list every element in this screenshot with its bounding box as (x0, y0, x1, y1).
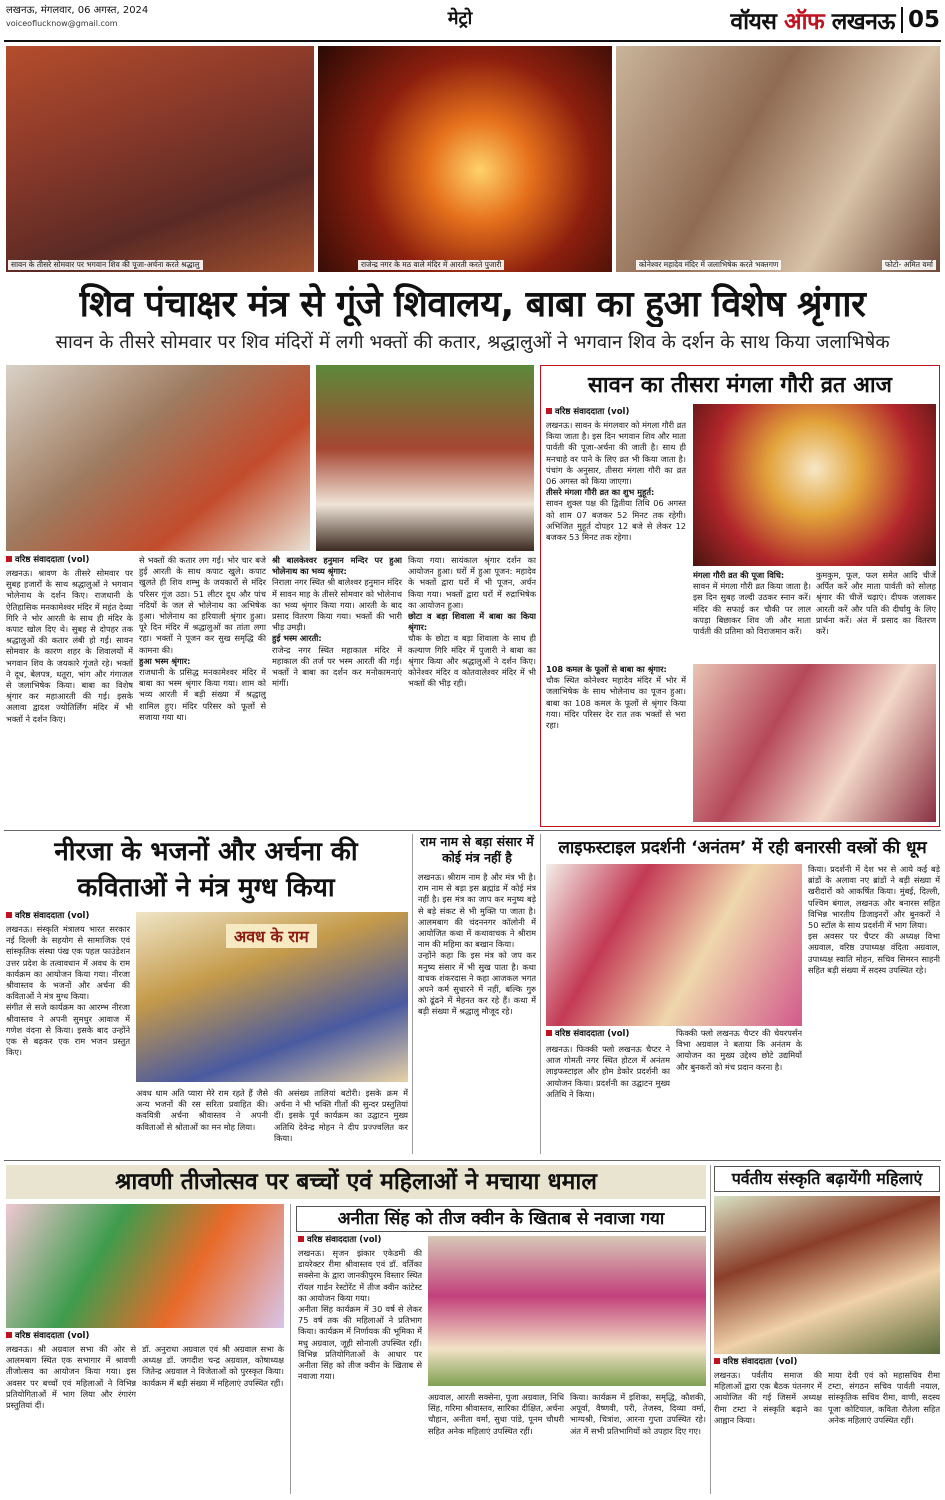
lead-column-2-text-b: राजधानी के प्रसिद्ध मनकामेश्वर मंदिर में बाबा का भस्म श्रृंगार किया गया। शाम को भव्य आरती में बड़ी संख्या में श्रद्धालु शामिल हुए। मंदिर परिसर को फूलों से सजाया गया था। (139, 667, 266, 722)
photo-aarti-priest (318, 46, 612, 272)
anita-column-3: किया। कार्यक्रम में इशिका, समृद्धि, कौशकी, अपूर्वा, वैष्णवी, परी, तेजस्व, दिव्या वर्मा, भाग्यश्री, चित्रांश, आरना गुप्ता उपस्थित रहे। अंत में सभी प्रतिभागियों को उपहार दिए गए। (570, 1392, 706, 1436)
mangla-gauri-text-3: सावन में मंगला गौरी व्रत किया जाता है। इस दिन सुबह जल्दी उठकर स्नान करें। मंदिर की सफाई कर चौकी पर लाल कपड़ा बिछाकर शिव जी और माता पार्वती की प्रतिमा को विराजमान करें। (693, 581, 811, 637)
column-separator (540, 834, 541, 1154)
section-divider (4, 1160, 941, 1161)
parvatiya-headline: पर्वतीय संस्कृति बढ़ायेंगी महिलाएं (714, 1166, 940, 1192)
page-number: 05 (901, 7, 940, 33)
anantam-text-4: इस अवसर पर चैप्टर की अध्यक्ष विभा अग्रवाल, वरिष्ठ उपाध्यक्ष वंदिता अग्रवाल, उपाध्यक्ष स्वाति मोहन, सचिव सिमरन साहनी सहित बड़ी संख्या में सदस्य उपस्थित रहे। (808, 931, 940, 975)
shravani-headline: श्रावणी तीजोत्सव पर बच्चों एवं महिलाओं ने मचाया धमाल (6, 1165, 706, 1199)
lead-column-3-text-b: राजेन्द्र नगर स्थित महाकाल मंदिर में महाकाल की तर्ज पर भस्म आरती की गई। भक्तों ने बाबा का दर्शन कर मनोकामनाएं मांगीं। (272, 644, 402, 689)
anantam-column-3 (808, 864, 940, 1154)
lead-subheadline: सावन के तीसरे सोमवार पर शिव मंदिरों में लगी भक्तों की कतार, श्रद्धालुओं ने भगवान शिव के दर्शन के साथ किया जलाभिषेक (55, 332, 890, 353)
lead-headline: शिव पंचाक्षर मंत्र से गूंजे शिवालय, बाबा का हुआ विशेष श्रृंगार (79, 284, 866, 325)
neerja-column-1 (6, 924, 130, 1154)
mangla-gauri-byline: वरिष्ठ संवाददाता (vol) (546, 406, 696, 418)
lead-column-2 (139, 555, 266, 826)
anantam-text-3: किया। प्रदर्शनी में देश भर से आये कई बड़े ब्रांडों के अलावा नए ब्रांडों ने बड़ी संख्या में खरीदारों को आकर्षित किया। मुंबई, दिल्ली, पश्चिम बंगाल, लखनऊ और बनारस सहित विभिन्न भारतीय डिजाइनरों और बुनकरों ने 50 स्टॉल के साथ प्रदर्शनी में भाग लिया। (808, 864, 940, 931)
lead-column-4-text: किया गया। सायंकाल श्रृंगार दर्शन का आयोजन हुआ। घरों में हुआ पूजन: महादेव के भक्तों द्वारा घरों में भी पूजन, अर्चन किया गया। भक्तों द्वारा घरों में रुद्राभिषेक का आयोजन हुआ। (408, 555, 536, 610)
lead-column-1: लखनऊ। श्रावण के तीसरे सोमवार पर सुबह हजारों के साथ श्रद्धालुओं ने भगवान भोलेनाथ के दर्शन किए। राजधानी के ऐतिहासिक मनकामेश्वर मंदिर में महंत देव्या गिरि ने भोर आरती के साथ ही मंदिर के कपाट खोल दिए थे। सुबह से दोपहर तक श्रद्धालुओं की कतार लंबी हो गई। सावन सोमवार के कारण शहर के शिवालयों में भगवान शिव के जयकारे गूंजते रहे। भक्तों ने दूध, बेलपत्र, धतूरा, भांग और गंगाजल से जलाभिषेक किया। बाबा का विशेष श्रृंगार कर महाआरती की गई। इसके अलावा द्वादश ज्योतिर्लिंग मंदिर में भी भक्तों ने दर्शन किए। (6, 568, 133, 724)
shravani-byline: वरिष्ठ संवाददाता (vol) (6, 1330, 156, 1342)
neerja-column-3: की असंख्य तालियां बटोरी। इसके क्रम में अर्चना ने भी भक्ति गीतों की सुन्दर प्रस्तुतियां दीं। इसके पूर्व कार्यक्रम का उद्घाटन मुख्य अतिथि देवेन्द्र मोहन ने दीप प्रज्ज्वलित कर किया। (274, 1088, 408, 1143)
section-divider (4, 830, 941, 831)
masthead-email: voiceoflucknow@gmail.com (6, 19, 118, 28)
photo-caption: सावन के तीसरे सोमवार पर भगवान शिव की पूजा-अर्चना करते श्रद्धालु (8, 260, 203, 270)
anita-headline: अनीता सिंह को तीज क्वीन के खिताब से नवाजा गया (296, 1206, 706, 1232)
anita-text-2: अनीता सिंह कार्यक्रम में 30 वर्ष से लेकर 75 वर्ष तक की महिलाओं ने प्रतिभाग किया। कार्यक्रम में निर्णायक की भूमिका में मधु अग्रवाल, जूही सोनाली उपस्थित रहीं। विभिन्न प्रतियोगिताओं के आधार पर अनीता सिंह को तीज क्वीन के खिताब से नवाजा गया। (298, 1304, 422, 1382)
parvatiya-byline: वरिष्ठ संवाददाता (vol) (714, 1356, 864, 1368)
brand-block (660, 2, 940, 38)
photo-teej-women (6, 1204, 284, 1328)
lead-column-3-subhead-2: हुई भस्म आरती: (272, 633, 322, 644)
column-separator (412, 834, 413, 1154)
column-separator (290, 1204, 291, 1494)
neerja-column-2: अवध धाम अति प्यारा मेरे राम रहते हैं जैसे अन्य भजनों की रस सरिता प्रवाहित की। कवयित्री अर्चना श्रीवास्तव ने अपनी कविताओं से श्रोताओं का मन मोह लिया। (136, 1088, 268, 1132)
mangla-gauri-column-4 (546, 664, 686, 824)
anantam-column-2: फिक्की फ्लो लखनऊ चैप्टर की चेयरपर्सन विभा अग्रवाल ने बताया कि अनंतम के आयोजन का मुख्य उद्देश्य छोटे उद्यमियों और बुनकरों को मंच प्रदान करना है। (676, 1028, 802, 1072)
shravani-column-1: लखनऊ। श्री अग्रवाल सभा की ओर से आलमबाग स्थित एक सभागार में श्रावणी तीजोत्सव का आयोजन किया गया। इस अवसर पर बच्चों एवं महिलाओं ने विभिन्न प्रतियोगिताओं में भाग लिया और रंगारंग प्रस्तुतियां दीं। (6, 1344, 136, 1411)
mangla-gauri-subhead-3: 108 कमल के फूलों से बाबा का श्रृंगार: (546, 664, 667, 674)
lead-column-4 (408, 555, 536, 826)
photo-stage-bhajan (136, 912, 408, 1082)
mangla-gauri-subhead-1: तीसरे मंगला गौरी व्रत का शुभ मुहूर्त: (546, 487, 655, 498)
masthead-rule (4, 40, 941, 42)
lead-byline: वरिष्ठ संवाददाता (vol) (6, 554, 206, 566)
photo-women-pooja (693, 664, 936, 822)
mangla-gauri-text-4: चौक स्थित कोनेश्वर महादेव मंदिर में भोर में जलाभिषेक के साथ भोलेनाथ का पूजन हुआ। बाबा का 108 कमल के फूलों से श्रृंगार किया गया। मंदिर परिसर देर रात तक भक्तों से भरा रहा। (546, 675, 686, 731)
shravani-column-2: डॉ. अनुराधा अग्रवाल एवं श्री अग्रवाल सभा के अध्यक्ष डॉ. जगदीश चन्द्र अग्रवाल, कोषाध्यक्ष जितेन्द्र अग्रवाल ने विजेताओं को पुरस्कृत किया। कार्यक्रम में बड़ी संख्या में महिलाएं उपस्थित रहीं। (142, 1344, 284, 1388)
column-separator (710, 1165, 711, 1494)
lead-column-4-subhead: छोटा व बड़ा शिवाला में बाबा का किया श्रृंगार: (408, 611, 536, 633)
ram-naam-column (418, 872, 536, 1154)
stage-banner: अवध के राम (226, 924, 317, 948)
ram-naam-text-1: लखनऊ। श्रीराम नाम है और मंत्र भी है। राम नाम से बड़ा इस ब्रह्मांड में कोई मंत्र नहीं है। इस मंत्र का जाप कर मनुष्य बड़े से बड़े संकट से भी मुक्ति पा जाता है। आलमबाग की चंदननगर कॉलोनी में आयोजित कथा में कथावाचक ने श्रीराम नाम की महिमा का बखान किया। (418, 872, 536, 950)
mangla-gauri-headline: सावन का तीसरा मंगला गौरी व्रत आज (588, 373, 892, 398)
neerja-headline: नीरजा के भजनों और अर्चना की कविताओं ने मंत्र मुग्ध किया (54, 837, 358, 903)
lead-column-3-text: निराला नगर स्थित श्री बालेश्वर हनुमान मंदिर में सावन माह के तीसरे सोमवार को भोलेनाथ का भव्य श्रृंगार किया गया। आरती के बाद प्रसाद वितरण किया गया। भक्तों की भारी भीड़ उमड़ी। (272, 577, 402, 633)
anita-text-1: लखनऊ। सृजन झंकार एकेडमी की डायरेक्टर रीमा श्रीवास्तव एवं डॉ. वर्तिका सक्सेना के द्वारा जानकीपुरम विस्तार स्थित रॉयल गार्डन रेस्टोरेंट में तीज क्वीन कांटेस्ट का आयोजन किया गया। (298, 1248, 422, 1303)
mangla-gauri-column-2 (693, 570, 811, 658)
photo-credit: फोटो- अमित वर्मा (882, 260, 936, 270)
neerja-byline: वरिष्ठ संवाददाता (vol) (6, 910, 156, 922)
photo-anantam-inauguration (546, 864, 802, 1026)
masthead-dateline-block (6, 4, 306, 30)
mangla-gauri-text-2: सावन शुक्ल पक्ष की द्वितीया तिथि 06 अगस्त को शाम 07 बजकर 52 मिनट तक रहेगी। अभिजित मुहूर्त दोपहर 12 बजे से लेकर 12 बजकर 53 मिनट तक रहेगा। (546, 498, 686, 543)
mangla-gauri-column-3: कुमकुम, फूल, फल समेत आदि चीजें अर्पित करें और माता पार्वती को सोलह श्रृंगार की चीजें चढ़ाएं। दीपक जलाकर आरती करें और पति की दीर्घायु के लिए प्रार्थना करें। अंत में प्रसाद का वितरण करें। (816, 570, 936, 637)
neerja-text-1: लखनऊ। संस्कृति मंत्रालय भारत सरकार नई दिल्ली के सहयोग से सामाजिक एवं सांस्कृतिक संस्था पंख एक पहल फाउंडेशन उत्तर प्रदेश के तत्वावधान में अवध के राम कार्यक्रम का आयोजन किया गया। नीरजा श्रीवास्तव के भजनों और अर्चना की कविताओं ने मंत्र मुग्ध किया। (6, 924, 130, 1002)
brand-word-2: ऑफ (783, 9, 825, 35)
brand-logo (730, 4, 895, 36)
mangla-gauri-text-1: लखनऊ। सावन के मंगलवार को मंगला गौरी व्रत किया जाता है। इस दिन भगवान शिव और माता पार्वती की पूजा-अर्चना की जाती है। साथ ही मनचाहे वर पाने के लिए व्रत भी किया जाता है। पंचांग के अनुसार, तीसरा मंगला गौरी का व्रत 06 अगस्त को किया जाएगा। (546, 420, 686, 487)
section-name: मेट्रो (447, 8, 473, 29)
ram-naam-headline: राम नाम से बड़ा संसार में कोई मंत्र नहीं है (420, 834, 534, 865)
lead-column-4-text-b: चौक के छोटा व बड़ा शिवाला के साथ ही कल्याण गिरि मंदिर में पुजारी ने बाबा का श्रृंगार किया और श्रद्धालुओं ने दर्शन किए। कोनेश्वर मंदिर व कोतवालेश्वर मंदिर में भी भक्तों की भीड़ रही। (408, 633, 536, 689)
anita-column-1 (298, 1248, 422, 1494)
mangla-gauri-column-1 (546, 420, 686, 658)
dateline: लखनऊ, मंगलवार, 06 अगस्त, 2024 (6, 5, 149, 16)
anita-column-2: अग्रवाल, आरती सक्सेना, पूजा अग्रवाल, निधि सिंह, गरिमा श्रीवास्तव, सारिका दीक्षित, अर्चना चौहान, अनीता वर्मा, सुधा पांडे, पूनम चौधरी सहित अनेक महिलाएं उपस्थित रहीं। (428, 1392, 564, 1436)
lead-column-3 (272, 555, 402, 826)
lead-column-3-subhead: श्री बालकेश्वर हनुमान मन्दिर पर हुआ भोलेनाथ का भव्य श्रृंगार: (272, 555, 402, 577)
neerja-text-2: संगीत से सजे कार्यक्रम का आरम्भ नीरजा श्रीवास्तव ने अपनी सुमधुर आवाज में गणेश वंदना से किया। इसके बाद उन्होंने एक से बढ़कर एक राम भजन प्रस्तुत किए। (6, 1002, 130, 1058)
parvatiya-column-1: लखनऊ। पर्वतीय समाज की महिलाओं द्वारा एक बैठक पंतनगर में आयोजित की गई जिसमें अध्यक्ष रीमा टम्टा ने संस्कृति बढ़ाने का आह्वान किया। (714, 1370, 822, 1425)
parvatiya-column-2: माया देवी एवं को महासचिव रीमा टम्टा, संगठन सचिव पार्वती नयाल, सांस्कृतिक सचिव रीमा, वाणी, सदस्य पूजा कोटियाल, कविता रौतेला सहित अनेक महिलाएं उपस्थित रहीं। (828, 1370, 940, 1425)
lead-column-2-text: से भक्तों की कतार लग गई। भोर चार बजे हुई आरती के साथ कपाट खुले। कपाट खुलते ही शिव शम्भु के जयकारों से मंदिर परिसर गूंज उठा। 51 लीटर दूध और पांच नदियों के जल से भोलेनाथ का अभिषेक हुआ। भोलेनाथ का हरियाली श्रृंगार हुआ। पूरे दिन मंदिर में श्रद्धालुओं का तांता लगा रहा। भक्तों ने पूजन कर सुख समृद्धि की कामना की। (139, 555, 266, 655)
anantam-headline: लाइफस्टाइल प्रदर्शनी ‘अनंतम’ में रही बनारसी वस्त्रों की धूम (558, 838, 927, 858)
photo-parvatiya-mahila (714, 1196, 940, 1354)
brand-word-1: वॉयस (730, 9, 777, 35)
ram-naam-text-2: उन्होंने कहा कि इस मंत्र को जप कर मनुष्य संसार में भी सुख पाता है। कथा वाचक शंकरदास ने कहा आजकल भगत अपने कर्म सुधारने में नहीं, बल्कि गुरु को ढूंढने में मेहनत कर रहे हैं। कथा में बड़ी संख्या में श्रद्धालु मौजूद रहे। (418, 950, 536, 1017)
lead-column-2-subhead: हुआ भस्म श्रृंगार: (139, 655, 191, 666)
mangla-gauri-subhead-2: मंगला गौरी व्रत की पूजा विधि: (693, 570, 785, 580)
photo-shivling-shringar (316, 365, 534, 551)
photo-jalabhishek (616, 46, 940, 272)
anantam-byline: वरिष्ठ संवाददाता (vol) (546, 1028, 696, 1040)
photo-shivling-pooja (6, 365, 310, 551)
photo-goddess-gauri (693, 404, 936, 566)
photo-teej-queen (428, 1236, 706, 1386)
photo-caption: राजेन्द्र नगर के मठ वाले मंदिर में आरती करते पुजारी (358, 260, 504, 270)
anantam-column-1: लखनऊ। फिक्की फ्लो लखनऊ चैप्टर ने आज गोमती नगर स्थित होटल में अनंतम लाइफस्टाइल और होम डेकोर प्रदर्शनी का आयोजन किया। प्रदर्शनी का उद्घाटन मुख्य अतिथि ने किया। (546, 1044, 670, 1099)
photo-caption: कोनेश्वर महादेव मंदिर में जलाभिषेक करते भक्तगण (636, 260, 781, 270)
photo-temple-crowd (6, 46, 314, 272)
brand-word-3: लखनऊ (831, 9, 895, 35)
anita-byline: वरिष्ठ संवाददाता (vol) (298, 1234, 448, 1246)
